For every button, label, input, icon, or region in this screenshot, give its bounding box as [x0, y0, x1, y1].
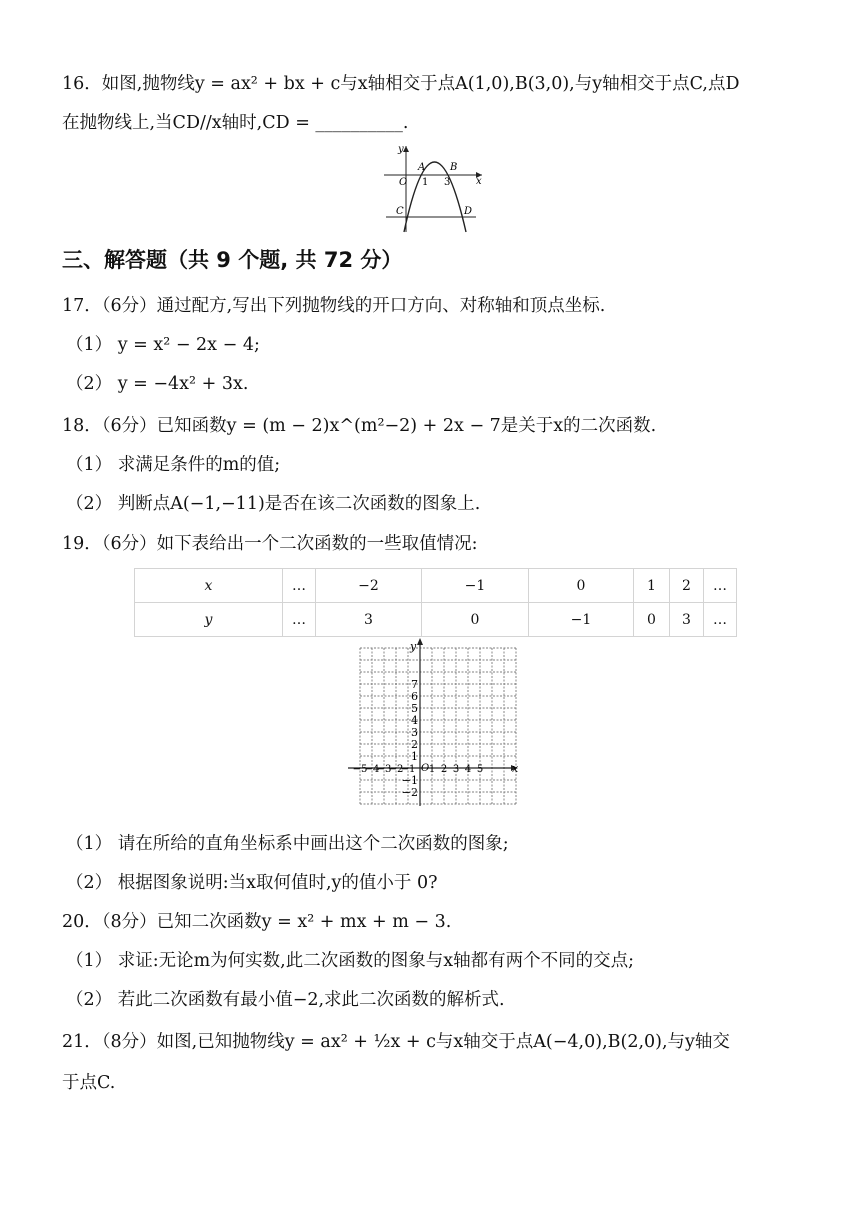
table-cell: …	[704, 569, 737, 603]
q16-fig-point-a: A	[418, 162, 426, 173]
q21-stem-line1: 21．（8分）如图,已知抛物线y = ax² + ½x + c与x轴交于点A(−4,0),B(2,0),与y轴交	[62, 1032, 730, 1052]
q16-stem-line2: 在抛物线上,当CD//x轴时,CD = __________.	[62, 113, 409, 133]
table-cell: 0	[422, 603, 529, 637]
q21-stem-line2: 于点C.	[62, 1073, 116, 1093]
y-tick-label: 1	[411, 750, 418, 763]
q18-stem: 18．（6分）已知函数y = (m − 2)x^(m²−2) + 2x − 7是关于x的二次函数.	[62, 416, 657, 436]
q16-fig-point-d: D	[464, 206, 473, 217]
table-cell: −2	[316, 569, 422, 603]
table-cell: …	[283, 603, 316, 637]
q17-part-2: （2） y = −4x² + 3x.	[66, 374, 249, 394]
y-tick-label: −1	[401, 774, 418, 787]
y-tick-label: −2	[401, 786, 418, 799]
q20-part-2: （2） 若此二次函数有最小值−2,求此二次函数的解析式.	[66, 990, 505, 1010]
q19-grid-origin: O	[421, 763, 430, 774]
table-cell: −1	[529, 603, 634, 637]
x-tick-label: −1	[400, 764, 416, 775]
table-row	[135, 603, 737, 637]
q19-coordinate-grid	[340, 636, 530, 808]
q16-fig-y-label: y	[398, 144, 404, 155]
x-tick-label: −5	[352, 764, 368, 775]
q19-value-table	[134, 568, 737, 637]
y-tick-label: 4	[411, 714, 418, 727]
y-tick-label: 6	[411, 690, 418, 703]
table-cell: …	[283, 569, 316, 603]
q17-part-1: （1） y = x² − 2x − 4;	[66, 335, 260, 355]
table-row	[135, 569, 737, 603]
q19-grid-x-label: x	[512, 762, 519, 775]
x-tick-label: −3	[376, 764, 392, 775]
q18-part-2: （2） 判断点A(−1,−11)是否在该二次函数的图象上.	[66, 494, 481, 514]
q16-fig-point-b: B	[450, 162, 458, 173]
x-tick-label: 4	[464, 764, 472, 775]
q16-fig-x-label: x	[476, 176, 482, 187]
y-tick-label: 5	[411, 702, 418, 715]
q18-part-1: （1） 求满足条件的m的值;	[66, 455, 281, 475]
table-cell: y	[135, 603, 283, 637]
table-cell: −1	[422, 569, 529, 603]
table-cell: 1	[634, 569, 670, 603]
x-tick-label: 5	[476, 764, 484, 775]
x-tick-label: 3	[452, 764, 460, 775]
q16-fig-tick-3: 3	[444, 177, 451, 188]
table-cell: 0	[529, 569, 634, 603]
table-cell: …	[704, 603, 737, 637]
q19-stem: 19．（6分）如下表给出一个二次函数的一些取值情况:	[62, 534, 478, 554]
x-tick-label: 2	[440, 764, 448, 775]
x-tick-label: 1	[428, 764, 436, 775]
y-tick-label: 3	[411, 726, 418, 739]
q16-fig-point-c: C	[396, 206, 404, 217]
q16-stem-line1: 16．如图,抛物线y = ax² + bx + c与x轴相交于点A(1,0),B(3,0),与y轴相交于点C,点D	[62, 74, 740, 94]
q16-parabola-figure	[380, 142, 490, 234]
table-cell: 2	[670, 569, 704, 603]
table-cell: 3	[316, 603, 422, 637]
table-cell: 0	[634, 603, 670, 637]
x-tick-label: −4	[364, 764, 380, 775]
q19-part-2: （2） 根据图象说明:当x取何值时,y的值小于 0?	[66, 873, 438, 893]
y-tick-label: 7	[411, 678, 418, 691]
table-cell: x	[135, 569, 283, 603]
q20-part-1: （1） 求证:无论m为何实数,此二次函数的图象与x轴都有两个不同的交点;	[66, 951, 635, 971]
y-tick-label: 2	[411, 738, 418, 751]
q16-fig-origin: O	[399, 177, 408, 188]
q19-part-1: （1） 请在所给的直角坐标系中画出这个二次函数的图象;	[66, 834, 509, 854]
q20-stem: 20．（8分）已知二次函数y = x² + mx + m − 3.	[62, 912, 452, 932]
table-cell: 3	[670, 603, 704, 637]
x-tick-label: −2	[388, 764, 404, 775]
q16-fig-tick-1: 1	[422, 177, 429, 188]
q17-stem: 17．（6分）通过配方,写出下列抛物线的开口方向、对称轴和顶点坐标.	[62, 296, 606, 316]
q19-grid-y-label: y	[410, 640, 417, 653]
section-heading: 三、解答题（共 9 个题, 共 72 分）	[62, 248, 403, 272]
